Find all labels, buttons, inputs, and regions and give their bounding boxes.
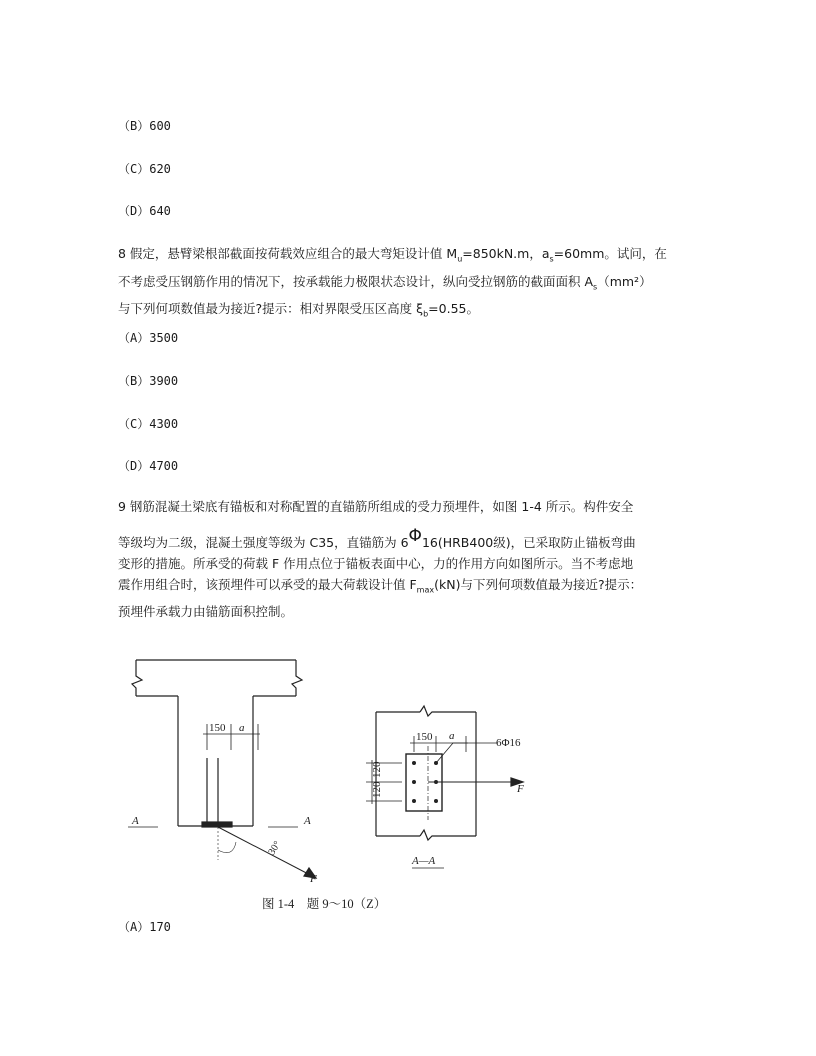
figure-1-4 xyxy=(118,650,598,920)
question-9-body xyxy=(118,526,708,622)
section-label-right: A xyxy=(304,815,311,827)
figure-drawing xyxy=(118,650,598,920)
question-8-line-2: 不考虑受压钢筋作用的情况下，按承载能力极限状态设计，纵向受拉钢筋的截面面积 $A_s(mm^2)$ xyxy=(118,273,652,291)
question-8-line-1: 8 假定，悬臂梁根部截面按荷载效应组合的最大弯矩设计值 $M_u=850kN.m$，$a_s=60mm$。试问，在 xyxy=(118,246,667,264)
question-8 xyxy=(118,243,708,326)
q8-option-c: （C）4300 xyxy=(118,417,179,431)
q9-option-a: （A）170 xyxy=(118,920,171,934)
rebar-label: 6Φ16 xyxy=(496,737,521,749)
option-c: （C）620 xyxy=(118,162,171,176)
angle-label: 30° xyxy=(266,839,284,858)
question-9-line-2: 等级均为二级，混凝土强度等级为 C35，直锚筋为 6Φ16(HRB400级)，已采取防止锚板弯曲 xyxy=(118,526,636,550)
dim-a-left: a xyxy=(239,722,245,734)
question-9-line-1: 9 钢筋混凝土梁底有锚板和对称配置的直锚筋所组成的受力预埋件，如图 1-4 所示。构件安全 xyxy=(118,499,634,514)
rebar-symbol: Φ xyxy=(408,526,422,546)
dim-150-left: 150 xyxy=(209,722,226,734)
dim-120-top: 120 xyxy=(371,761,383,778)
option-b: （B）600 xyxy=(118,119,171,133)
section-label-left: A xyxy=(132,815,139,827)
force-label-left: F xyxy=(310,873,317,885)
figure-caption: 图 1-4 题 9～10（Z） xyxy=(262,897,387,911)
q8-option-b: （B）3900 xyxy=(118,374,179,388)
question-9-line-4: 震作用组合时，该预埋件可以承受的最大荷载设计值 $F_{max}(kN)$与下列何项数值最为接近?提示： xyxy=(118,577,643,595)
dim-120-bottom: 120 xyxy=(371,781,383,798)
q8-option-a: （A）3500 xyxy=(118,331,179,345)
q8-option-d: （D）4700 xyxy=(118,459,179,473)
section-caption: A—A xyxy=(412,855,436,867)
dim-a-right: a xyxy=(449,730,455,742)
option-d: （D）640 xyxy=(118,204,171,218)
dim-150-right: 150 xyxy=(416,731,433,743)
anchor-bars xyxy=(412,761,438,803)
question-9-line-5: 预埋件承载力由锚筋面积控制。 xyxy=(118,603,294,619)
question-9-line-3: 变形的措施。所承受的荷载 F 作用点位于锚板表面中心，力的作用方向如图所示。当不考虑地 xyxy=(118,556,634,571)
question-8-line-3: 与下列何项数值最为接近?提示：相对界限受压区高度 $\xi_b=0.55$。 xyxy=(118,301,479,319)
force-label-right: F xyxy=(517,783,524,795)
